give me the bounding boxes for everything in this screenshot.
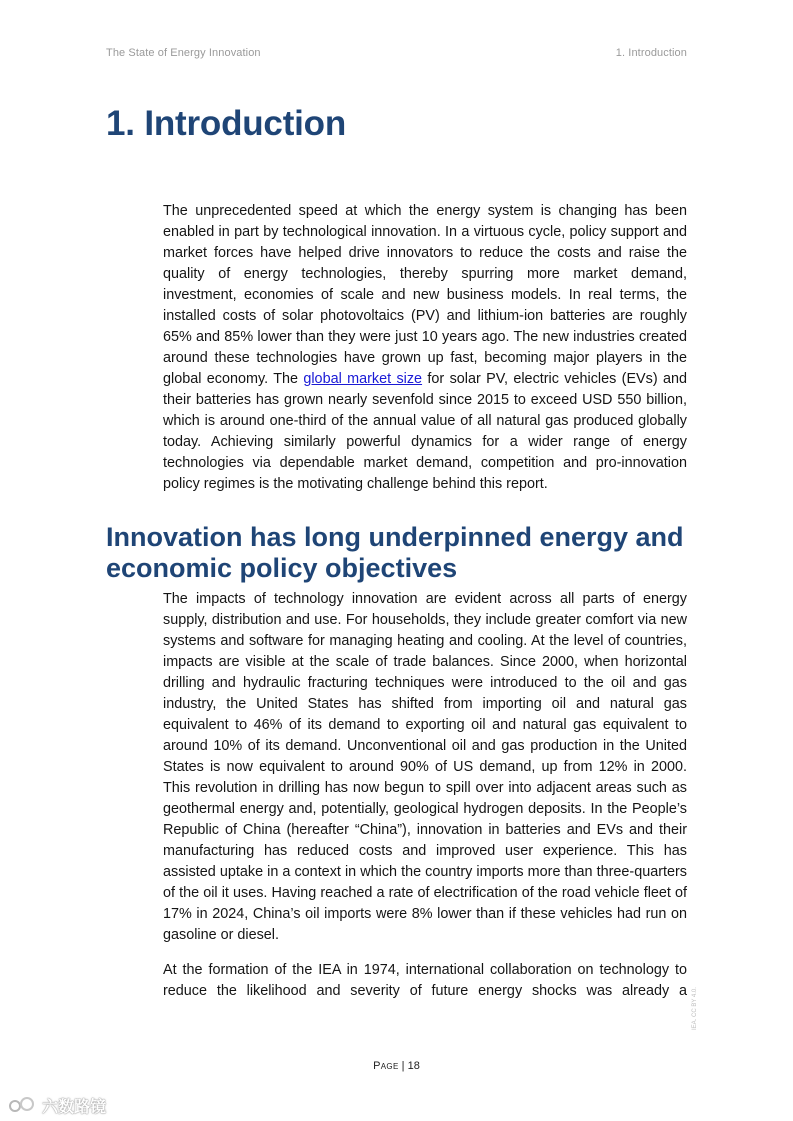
watermark-logo-icon (8, 1096, 38, 1114)
intro-text-before-link: The unprecedented speed at which the energy system is changing has been enabled in part by technological innovation. In a virtuous cycle, policy support and market forces have helped drive innovators to reduce the costs and raise the quality of energy technologies, thereby spurring more market demand, investment, economies of scale and new business models. In real terms, the installed costs of solar photovoltaics (PV) and lithium-ion batteries are roughly 65% and 85% lower than they were just 10 years ago. The new industries created around these technologies have grown up fast, becoming major players in the global economy. The (163, 203, 687, 387)
running-header-title: The State of Energy Innovation (106, 47, 261, 59)
page-separator: | (401, 1060, 405, 1072)
page-number: 18 (407, 1060, 420, 1072)
intro-paragraph (163, 201, 687, 495)
watermark (8, 1094, 108, 1116)
section-heading: Innovation has long underpinned energy and economic policy objectives (106, 522, 684, 583)
chapter-title: 1. Introduction (106, 104, 347, 143)
global-market-size-link[interactable]: global market size (303, 371, 423, 387)
page-footer (0, 1060, 793, 1072)
page-label: Page (373, 1060, 399, 1072)
watermark-text: 六数路镜 (42, 1096, 107, 1116)
section-paragraph-2: At the formation of the IEA in 1974, international collaboration on technology to reduce the likelihood and severity of future energy shocks was already a (163, 962, 687, 999)
intro-text-after-link: for solar PV, electric vehicles (EVs) and their batteries has grown nearly sevenfold since 2015 to exceed USD 550 billion, which is around one-third of the annual value of all natural gas produced globally today. Achieving similarly powerful dynamics for a wider range of energy technologies via dependable market demand, competition and pro-innovation policy regimes is the motivating challenge behind this report. (163, 371, 688, 492)
running-header-section: 1. Introduction (615, 47, 687, 59)
section-paragraph-1: The impacts of technology innovation are evident across all parts of energy supply, distribution and use. For households, they include greater comfort via new systems and software for managing heating and cooling. At the level of countries, impacts are visible at the scale of trade balances. Since 2000, when horizontal drilling and hydraulic fracturing techniques were introduced to the oil and gas industry, the United States has shifted from importing oil and natural gas equivalent to 46% of its demand to exporting oil and natural gas equivalent to around 10% of its demand. Unconventional oil and gas production in the United States is now equivalent to around 90% of US demand, up from 12% in 2000. This revolution in drilling has now begun to spill over into adjacent areas such as geothermal energy and, potentially, geological hydrogen deposits. In the People’s Republic of China (hereafter “China”), innovation in batteries and EVs and their manufacturing has reduced costs and improved user experience. This has assisted uptake in a context in which the country imports more than three-quarters of the oil it uses. Having reached a rate of electrification of the road vehicle fleet of 17% in 2024, China’s oil imports were 8% lower than if these vehicles had run on gasoline or diesel. (163, 591, 687, 943)
license-mark: IEA. CC BY 4.0. (692, 987, 698, 1030)
